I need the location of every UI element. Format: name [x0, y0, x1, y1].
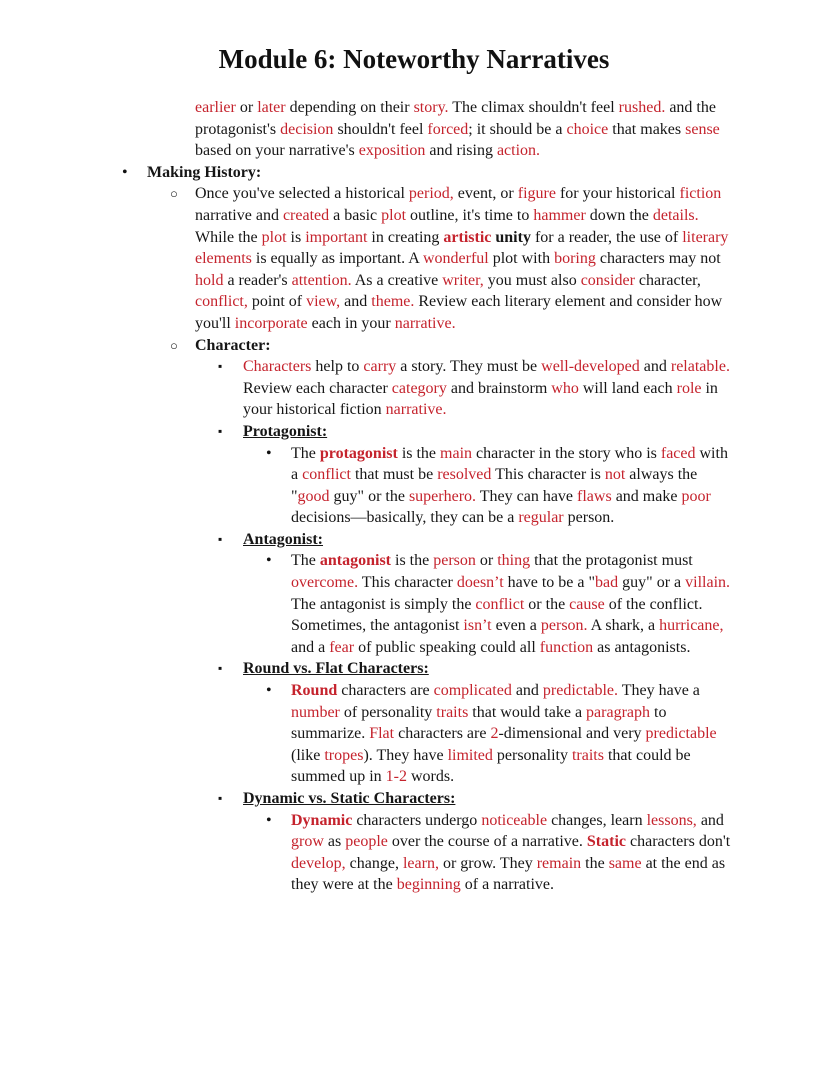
text-run: or — [235, 99, 258, 116]
text-run: The — [291, 444, 320, 462]
text-run: plot — [261, 228, 287, 246]
text-run: action. — [496, 142, 541, 160]
text-run: category — [391, 379, 447, 397]
list-item — [0, 443, 828, 529]
text-run: limited — [447, 746, 493, 764]
text-run: and rising — [425, 142, 497, 160]
block-text — [291, 680, 733, 788]
list-item — [0, 680, 828, 788]
text-run: Review each literary element and consider how you'll — [195, 293, 723, 332]
text-run: Dynamic — [291, 811, 353, 829]
text-run: change, — [345, 854, 403, 872]
text-run: same — [608, 854, 642, 872]
text-run: Making History: — [147, 163, 262, 181]
text-run: shouldn't feel — [333, 120, 428, 138]
text-run: 1-2 — [385, 768, 407, 786]
text-run: characters are — [394, 725, 491, 743]
text-run: for your historical — [555, 185, 680, 203]
text-run: created — [282, 206, 330, 224]
text-run: While the — [195, 228, 262, 246]
text-run: view, — [306, 293, 341, 311]
text-run: hammer — [533, 206, 586, 224]
text-run: rushed. — [618, 99, 666, 116]
block-text — [291, 810, 733, 896]
page-title: Module 6: Noteworthy Narratives — [218, 44, 610, 74]
text-run: boring — [554, 250, 596, 268]
list-item — [0, 788, 828, 810]
text-run: and brainstorm — [446, 379, 552, 397]
text-run: in creating — [367, 228, 444, 246]
text-run: that makes — [608, 120, 686, 138]
text-run: is equally as important. A — [251, 250, 423, 268]
block-text — [195, 97, 732, 162]
text-run: even a — [491, 617, 541, 635]
text-run: words. — [407, 768, 455, 786]
text-run: guy" or a — [618, 574, 686, 592]
text-run: as antagonists. — [593, 638, 691, 656]
text-run: you must also — [483, 271, 581, 289]
list-item — [0, 658, 828, 680]
text-run: a reader's — [223, 271, 292, 289]
text-run: story. — [413, 99, 449, 116]
text-run: depending on their — [285, 99, 414, 116]
text-run: flaws — [577, 487, 612, 505]
bullet-disc-icon: • — [266, 682, 272, 700]
text-run: a basic — [329, 206, 382, 224]
text-run: literary elements — [195, 228, 729, 268]
text-run: character in the story who is — [472, 444, 661, 462]
text-run: lessons, — [646, 811, 697, 829]
text-run: isn’t — [463, 617, 492, 635]
text-run: doesn’t — [456, 574, 504, 592]
text-run: beginning — [396, 876, 461, 894]
text-run: personality — [492, 746, 572, 764]
text-run: They have a — [618, 682, 700, 700]
list-item — [0, 335, 828, 357]
paragraph — [0, 97, 828, 162]
bullet-circle-icon: ○ — [170, 337, 178, 353]
block-text — [243, 788, 455, 810]
text-run: complicated — [433, 682, 512, 700]
text-run: They can have — [476, 487, 578, 505]
text-run: -dimensional and very — [498, 725, 646, 743]
text-run: Character: — [195, 336, 271, 354]
text-run: learn, — [402, 854, 439, 872]
text-run: to summarize. — [291, 703, 667, 743]
text-run: of a narrative. — [460, 876, 555, 894]
text-run: Antagonist: — [243, 530, 324, 548]
text-run: sense — [685, 120, 720, 138]
text-run: guy" or the — [329, 487, 409, 505]
text-run: and the protagonist's — [195, 99, 716, 138]
text-run: consider — [580, 271, 635, 289]
block-text — [291, 443, 733, 529]
text-run: narrative. — [385, 401, 447, 419]
text-run: villain. — [685, 574, 731, 592]
text-run: develop, — [291, 854, 346, 872]
text-run: and — [639, 358, 671, 376]
text-run: details. — [652, 206, 699, 224]
text-run: fear — [329, 638, 355, 656]
bullet-square-icon: ▪ — [218, 359, 223, 374]
text-run: character, — [634, 271, 701, 289]
text-run: well-developed — [541, 358, 640, 376]
text-run: will land each — [578, 379, 677, 397]
text-run: Review each character — [243, 379, 392, 397]
bullet-square-icon: ▪ — [218, 531, 223, 546]
text-run: ). They have — [363, 746, 448, 764]
text-run: conflict — [302, 466, 351, 484]
text-run: Round — [291, 682, 338, 700]
text-run: protagonist — [319, 444, 398, 462]
text-run: changes, learn — [547, 811, 647, 829]
text-run: as — [323, 833, 346, 851]
text-run: grow — [291, 833, 324, 851]
text-run: that could be summed up in — [291, 746, 691, 786]
text-run: a story. They must be — [396, 358, 542, 376]
text-run: and — [696, 811, 724, 829]
text-run: forced — [427, 120, 469, 138]
bullet-disc-icon: • — [266, 444, 272, 462]
text-run: at the end as they were at the — [291, 854, 726, 894]
text-run: The climax shouldn't feel — [448, 99, 619, 116]
text-run: resolved — [437, 466, 492, 484]
text-run: period, — [408, 185, 454, 203]
text-run: person — [433, 552, 476, 570]
text-run: of the conflict. Sometimes, the antagonist — [291, 595, 703, 635]
text-run: event, or — [453, 185, 518, 203]
text-run: Static — [586, 833, 626, 851]
text-run: decision — [280, 120, 334, 138]
text-run: predictable — [645, 725, 717, 743]
text-run: number — [291, 703, 340, 721]
bullet-square-icon: ▪ — [218, 423, 223, 438]
text-run: Once you've selected a historical — [195, 185, 409, 203]
text-run: with a — [291, 444, 728, 484]
text-run: plot — [381, 206, 407, 224]
text-run: plot with — [488, 250, 555, 268]
text-run: or the — [524, 595, 570, 613]
list-item — [0, 529, 828, 551]
text-run: (like — [291, 746, 325, 764]
list-item — [0, 810, 828, 896]
text-run: theme. — [371, 293, 415, 311]
text-run: is — [286, 228, 306, 246]
text-run: regular — [518, 509, 564, 527]
text-run: important — [305, 228, 368, 246]
text-run: incorporate — [234, 314, 308, 332]
text-run: choice — [566, 120, 609, 138]
text-run: poor — [681, 487, 711, 505]
text-run: role — [676, 379, 702, 397]
text-run: fiction — [679, 185, 722, 203]
bullet-square-icon: ▪ — [218, 661, 223, 676]
text-run: attention. — [291, 271, 352, 289]
text-run: antagonist — [319, 552, 391, 570]
text-run: is the — [391, 552, 434, 570]
list-item — [0, 162, 828, 184]
bullet-circle-icon: ○ — [170, 186, 178, 202]
text-run: artistic — [443, 228, 492, 246]
text-run: cause — [569, 595, 605, 613]
text-run: or grow. They — [438, 854, 537, 872]
text-run: always the " — [291, 466, 698, 505]
text-run: faced — [660, 444, 696, 462]
text-run: figure — [517, 185, 556, 203]
text-run: that would take a — [468, 703, 587, 721]
text-run: superhero. — [408, 487, 477, 505]
text-run: people — [345, 833, 388, 851]
text-run: main — [440, 444, 473, 462]
text-run: thing — [497, 552, 531, 570]
text-run: The — [291, 552, 320, 570]
text-run: in your historical fiction — [243, 379, 718, 419]
text-run: who — [551, 379, 579, 397]
text-run: hold — [195, 271, 224, 289]
text-run: characters undergo — [352, 811, 482, 829]
text-run: narrative. — [394, 314, 456, 332]
text-run: Protagonist: — [243, 422, 328, 440]
text-run: earlier — [195, 99, 236, 116]
text-run: help to — [311, 358, 364, 376]
text-run: narrative and — [195, 206, 283, 224]
text-run: writer, — [442, 271, 484, 289]
text-run: each in your — [307, 314, 395, 332]
text-run: A shark, a — [587, 617, 660, 635]
text-run: or — [475, 552, 498, 570]
text-run: hurricane, — [659, 617, 724, 635]
bullet-disc-icon: • — [266, 811, 272, 829]
text-run: good — [297, 487, 330, 505]
text-run: conflict — [475, 595, 525, 613]
text-run: characters may not — [595, 250, 721, 268]
text-run: for a reader, the use of — [530, 228, 683, 246]
text-run: and — [340, 293, 372, 311]
text-run: the — [581, 854, 609, 872]
text-run: wonderful — [422, 250, 489, 268]
text-run: decisions—basically, they can be a — [291, 509, 519, 527]
text-run: characters are — [337, 682, 434, 700]
text-run: remain — [536, 854, 582, 872]
block-text — [243, 356, 732, 421]
text-run: noticeable — [481, 811, 548, 829]
block-text — [291, 550, 733, 658]
bullet-disc-icon: • — [122, 163, 128, 181]
block-text — [195, 183, 732, 334]
text-run: predictable. — [542, 682, 618, 700]
text-run: relatable. — [670, 358, 730, 376]
text-run: and — [511, 682, 543, 700]
text-run: that must be — [350, 466, 438, 484]
text-run: ; it should be a — [468, 120, 567, 138]
text-run: over the course of a narrative. — [387, 833, 587, 851]
text-run: person. — [563, 509, 615, 527]
text-run: Dynamic vs. Static Characters: — [243, 790, 456, 807]
block-text — [195, 335, 271, 357]
list-item — [0, 356, 828, 421]
text-run: traits — [571, 746, 604, 764]
text-run: outline, it's time to — [406, 206, 534, 224]
text-run: based on your narrative's — [195, 142, 359, 160]
text-run: carry — [363, 358, 397, 376]
text-run: not — [604, 466, 626, 484]
text-run: point of — [247, 293, 307, 311]
block-text — [243, 421, 327, 443]
text-run: unity — [495, 228, 531, 246]
text-run: and make — [611, 487, 682, 505]
text-run: and a — [291, 638, 330, 656]
block-text — [243, 529, 323, 551]
text-run: Characters — [243, 358, 312, 376]
text-run: As a creative — [351, 271, 443, 289]
text-run: that the protagonist must — [530, 552, 693, 570]
text-run: The antagonist is simply the — [291, 595, 476, 613]
text-run: Round vs. Flat Characters: — [243, 660, 429, 678]
text-run: conflict, — [195, 293, 248, 311]
text-run: function — [539, 638, 594, 656]
bullet-disc-icon: • — [266, 552, 272, 570]
block-text — [243, 658, 429, 680]
document-body — [0, 97, 828, 896]
text-run: of personality — [339, 703, 437, 721]
text-run: tropes — [324, 746, 364, 764]
text-run: of public speaking could all — [354, 638, 540, 656]
text-run: overcome. — [291, 574, 359, 592]
text-run: later — [257, 99, 286, 116]
text-run: 2 — [490, 725, 499, 743]
list-item — [0, 183, 828, 334]
list-item — [0, 550, 828, 658]
text-run: is the — [397, 444, 441, 462]
list-item — [0, 421, 828, 443]
text-run: down the — [585, 206, 653, 224]
bullet-square-icon: ▪ — [218, 791, 223, 805]
text-run: Flat — [369, 725, 395, 743]
text-run: person. — [540, 617, 588, 635]
text-run: exposition — [358, 142, 426, 160]
text-run: paragraph — [586, 703, 651, 721]
text-run: This character is — [491, 466, 605, 484]
text-run: characters don't — [626, 833, 731, 851]
text-run: traits — [436, 703, 469, 721]
text-run: have to be a " — [503, 574, 596, 592]
text-run: bad — [595, 574, 619, 592]
text-run: This character — [358, 574, 457, 592]
block-text — [147, 162, 261, 184]
